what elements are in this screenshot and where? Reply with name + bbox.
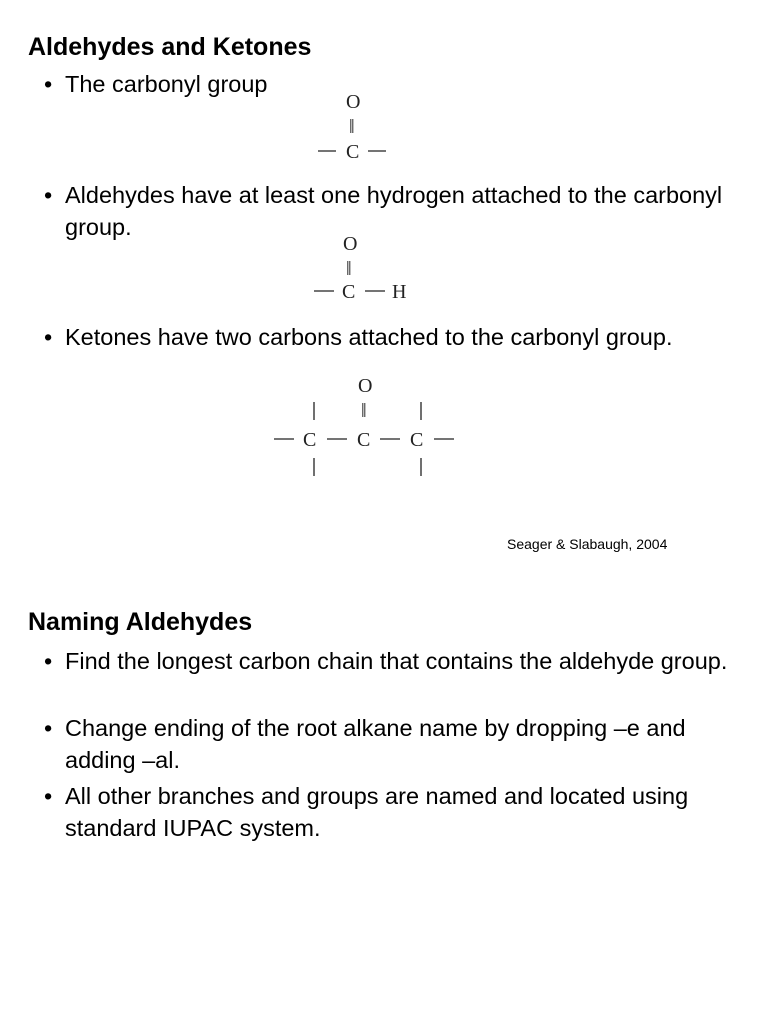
bullet-text: Aldehydes have at least one hydrogen attached to the carbonyl group.: [65, 182, 723, 240]
double-bond: ‖: [346, 258, 352, 280]
carbon-atom: C: [346, 141, 360, 163]
bullet-marker: •: [44, 71, 53, 97]
bullet-text: The carbonyl group: [65, 71, 268, 97]
hydrogen-atom: H: [392, 281, 407, 303]
bullet-change-ending: [44, 713, 744, 776]
bullet-marker: •: [44, 324, 53, 350]
bullet-text: Find the longest carbon chain that contains the aldehyde group.: [65, 648, 728, 674]
section-heading-aldehydes-ketones: Aldehydes and Ketones: [28, 33, 312, 61]
carbon-atom-2: C: [357, 429, 371, 451]
bullet-text: All other branches and groups are named and located using standard IUPAC system.: [65, 783, 689, 841]
bullet-text: Ketones have two carbons attached to the carbonyl group.: [65, 324, 673, 350]
oxygen-atom: O: [358, 375, 373, 397]
bullet-marker: •: [44, 715, 53, 741]
bullet-marker: •: [44, 182, 53, 208]
double-bond: ‖: [349, 116, 355, 138]
bullet-marker: •: [44, 783, 53, 809]
citation: Seager & Slabaugh, 2004: [507, 536, 668, 552]
carbon-atom-3: C: [410, 429, 424, 451]
bullet-ketones: [44, 322, 744, 354]
ketone-structure: [272, 372, 462, 482]
double-bond: ‖: [361, 400, 367, 422]
aldehyde-structure: [312, 230, 422, 310]
bullet-text: Change ending of the root alkane name by dropping –e and adding –al.: [65, 715, 686, 773]
carbonyl-structure: [312, 88, 402, 168]
carbon-atom-1: C: [303, 429, 317, 451]
oxygen-atom: O: [346, 91, 361, 113]
carbon-atom: C: [342, 281, 356, 303]
bullet-longest-chain: [44, 646, 744, 678]
section-heading-naming-aldehydes: Naming Aldehydes: [28, 608, 253, 636]
bullet-marker: •: [44, 648, 53, 674]
oxygen-atom: O: [343, 233, 358, 255]
bullet-branches: [44, 781, 744, 844]
